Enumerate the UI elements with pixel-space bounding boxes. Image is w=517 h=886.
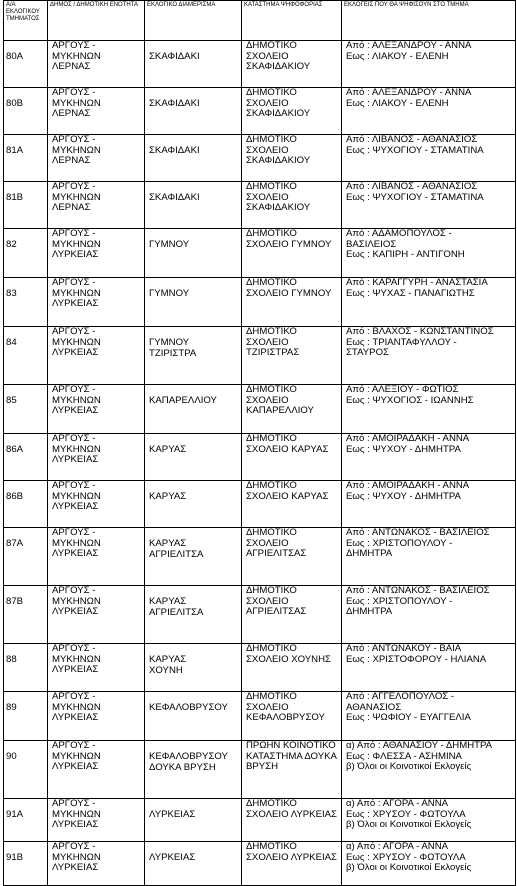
- voters-cell-line: Από : ΛΙΒΑΝΟΣ - ΑΘΑΝΑΣΙΟΣ: [346, 181, 478, 192]
- municipality-cell-line: ΑΡΓΟΥΣ -: [52, 643, 96, 654]
- voters-cell: [342, 741, 516, 799]
- voters-cell-line: ΑΘΑΝΑΣΙΟΣ: [346, 701, 402, 713]
- municipality-cell-line: ΛΥΡΚΕΙΑΣ: [52, 405, 99, 416]
- table-row: [4, 741, 516, 799]
- polling-station-cell-line: ΣΚΑΦΙΔΑΚΙΟΥ: [246, 155, 311, 166]
- section-number-cell: 81Α: [4, 135, 48, 182]
- electoral-division-cell-line: ΧΟΥΝΗ: [149, 664, 183, 676]
- voters-cell-line: Από : ΑΛΕΞΑΝΔΡΟΥ - ΑΝΝΑ: [346, 40, 472, 51]
- voters-cell-line: Από : ΑΝΤΩΝΑΚΟΣ - ΒΑΣΙΛΕΙΟΣ: [346, 527, 490, 538]
- section-number-cell: 90: [4, 741, 48, 799]
- section-number-cell: 85: [4, 385, 48, 434]
- voters-cell: [342, 481, 516, 528]
- polling-station-cell: [242, 644, 342, 692]
- voters-cell: [342, 229, 516, 278]
- municipality-cell-line: ΑΡΓΟΥΣ -: [52, 480, 96, 491]
- header-text-line: ΕΚΛΟΓΕΙΣ ΠΟΥ ΘΑ ΨΗΦΙΣΟΥΝ ΣΤΟ ΤΜΗΜΑ: [344, 2, 469, 8]
- electoral-division-cell: [145, 135, 242, 182]
- polling-station-cell-line: ΣΧΟΛΕΙΟ: [246, 144, 289, 156]
- polling-station-cell: [242, 135, 342, 182]
- polling-station-cell-line: ΣΧΟΛΕΙΟ ΧΟΥΝΗΣ: [246, 653, 331, 665]
- municipality-cell-line: ΛΕΡΝΑΣ: [52, 61, 91, 72]
- polling-station-cell-line: ΔΗΜΟΤΙΚΟ: [246, 643, 297, 654]
- municipality-cell-line: ΑΡΓΟΥΣ -: [52, 740, 96, 751]
- polling-station-cell-line: ΚΕΦΑΛΟΒΡΥΣΟΥ: [246, 712, 325, 723]
- municipality-cell-line: ΜΥΚΗΝΩΝ: [52, 287, 101, 299]
- municipality-cell-line: ΑΡΓΟΥΣ -: [52, 277, 96, 288]
- municipality-cell-line: ΑΡΓΟΥΣ -: [52, 585, 96, 596]
- polling-station-cell: [242, 799, 342, 842]
- electoral-division-cell-line: ΓΥΜΝΟΥ: [149, 337, 190, 348]
- polling-stations-table: [3, 0, 516, 886]
- polling-station-cell-line: ΔΗΜΟΤΙΚΟ: [246, 691, 297, 702]
- voters-cell-line: Από : ΑΓΓΕΛΟΠΟΥΛΟΣ -: [346, 691, 455, 702]
- voters-cell-line: Εως : ΦΛΕΣΣΑ - ΑΣΗΜΙΝΑ: [346, 750, 462, 762]
- polling-station-cell-line: ΣΧΟΛΕΙΟ: [246, 97, 289, 109]
- electoral-division-cell-line: ΑΓΡΙΕΛΙΤΣΑ: [149, 548, 204, 560]
- polling-station-cell-line: ΣΚΑΦΙΔΑΚΙΟΥ: [246, 61, 311, 72]
- table-row: [4, 41, 516, 88]
- voters-cell-line: Εως : ΚΑΠΙΡΗ - ΑΝΤΙΓΟΝΗ: [346, 249, 465, 260]
- section-number-cell: 80Β: [4, 88, 48, 135]
- polling-station-cell-line: ΔΗΜΟΤΙΚΟ: [246, 841, 297, 852]
- table-row: [4, 586, 516, 644]
- header-text-line: ΕΚΛΟΓΙΚΟΥ: [6, 9, 40, 15]
- voters-cell: [342, 278, 516, 327]
- voters-cell-line: ΣΤΑΥΡΟΣ: [346, 347, 389, 358]
- section-number-cell: 80Α: [4, 41, 48, 88]
- polling-station-cell-line: ΔΗΜΟΤΙΚΟ: [246, 181, 297, 192]
- voters-cell-line: α) Από : ΑΓΟΡΑ - ΑΝΝΑ: [346, 798, 449, 809]
- voters-cell-line: Εως : ΨΥΧΟΥ - ΔΗΜΗΤΡΑ: [346, 443, 461, 455]
- electoral-division-cell: [145, 327, 242, 385]
- electoral-division-cell-line: ΑΓΡΙΕΛΙΤΣΑ: [149, 606, 204, 618]
- polling-station-cell-line: ΔΗΜΟΤΙΚΟ: [246, 277, 297, 288]
- polling-station-cell: [242, 229, 342, 278]
- municipality-cell-line: ΑΡΓΟΥΣ -: [52, 841, 96, 852]
- voters-cell: [342, 88, 516, 135]
- polling-station-cell-line: ΠΡΩΗΝ ΚΟΙΝΟΤΙΚΟ: [246, 740, 336, 751]
- electoral-division-cell: [145, 385, 242, 434]
- electoral-division-cell-line: ΚΑΡΥΑΣ: [149, 654, 187, 665]
- voters-cell-line: Από : ΛΙΒΑΝΟΣ - ΑΘΑΝΑΣΙΟΣ: [346, 134, 478, 145]
- voters-cell: [342, 799, 516, 842]
- section-number-cell: 84: [4, 327, 48, 385]
- polling-station-cell-line: ΣΚΑΦΙΔΑΚΙΟΥ: [246, 108, 311, 119]
- table-row: [4, 229, 516, 278]
- polling-station-cell-line: ΑΓΡΙΕΛΙΤΣΑΣ: [246, 548, 307, 559]
- section-number-cell: 88: [4, 644, 48, 692]
- polling-station-cell-line: ΣΧΟΛΕΙΟ: [246, 394, 289, 406]
- voters-cell: [342, 327, 516, 385]
- municipality-cell-line: ΑΡΓΟΥΣ -: [52, 691, 96, 702]
- municipality-cell-line: ΛΥΡΚΕΙΑΣ: [52, 819, 99, 830]
- voters-cell-line: Εως : ΨΥΧΟΥ - ΔΗΜΗΤΡΑ: [346, 490, 461, 502]
- municipality-cell: [48, 278, 145, 327]
- municipality-cell: [48, 644, 145, 692]
- header-voters: [342, 1, 516, 41]
- voters-cell-line: β) Όλοι οι Κοινοτικοί Εκλογείς: [346, 761, 472, 772]
- section-number-cell: 87Α: [4, 528, 48, 586]
- header-electoral-division: [145, 1, 242, 41]
- table-row: [4, 799, 516, 842]
- header-text-line: ΔΗΜΟΣ / ΔΗΜΟΤΙΚΗ ΕΝΟΤΗΤΑ: [50, 2, 138, 8]
- polling-station-cell: [242, 88, 342, 135]
- municipality-cell-line: ΜΥΚΗΝΩΝ: [52, 144, 101, 156]
- polling-station-cell-line: ΣΧΟΛΕΙΟ ΚΑΡΥΑΣ: [246, 443, 329, 455]
- voters-cell-line: Από : ΑΜΟΙΡΑΔΑΚΗ - ΑΝΝΑ: [346, 480, 470, 491]
- polling-station-cell: [242, 385, 342, 434]
- voters-cell-line: Από : ΑΛΕΞΑΝΔΡΟΥ - ΑΝΝΑ: [346, 87, 472, 98]
- voters-cell-line: Από : ΑΝΤΩΝΑΚΟΥ - ΒΑΙΑ: [346, 643, 462, 654]
- section-number-cell: 89: [4, 692, 48, 741]
- voters-cell: [342, 528, 516, 586]
- polling-station-cell-line: ΣΧΟΛΕΙΟ: [246, 191, 289, 203]
- voters-cell-line: Εως : ΧΡΙΣΤΟΠΟΥΛΟΥ -: [346, 537, 453, 549]
- voters-cell-line: ΒΑΣΙΛΕΙΟΣ: [346, 238, 397, 250]
- voters-cell-line: Από : ΚΑΡΑΓΓΥΡΗ - ΑΝΑΣΤΑΣΙΑ: [346, 277, 488, 288]
- electoral-division-cell-line: ΤΖΙΡΙΣΤΡΑ: [149, 347, 197, 359]
- municipality-cell-line: ΛΥΡΚΕΙΑΣ: [52, 761, 99, 772]
- section-number-cell: 81Β: [4, 182, 48, 229]
- municipality-cell: [48, 229, 145, 278]
- electoral-division-cell-line: ΓΥΜΝΟΥ: [149, 239, 190, 250]
- header-text-line: ΕΚΛΟΓΙΚΟ ΔΙΑΜΕΡΙΣΜΑ: [147, 2, 216, 8]
- electoral-division-cell: [145, 229, 242, 278]
- municipality-cell: [48, 41, 145, 88]
- electoral-division-cell-line: ΛΥΡΚΕΙΑΣ: [149, 852, 196, 863]
- electoral-division-cell: [145, 586, 242, 644]
- municipality-cell-line: ΑΡΓΟΥΣ -: [52, 87, 96, 98]
- electoral-division-cell: [145, 88, 242, 135]
- voters-cell-line: β) Όλοι οι Κοινοτικοί Εκλογείς: [346, 819, 472, 830]
- table-row: [4, 385, 516, 434]
- municipality-cell-line: ΜΥΚΗΝΩΝ: [52, 490, 101, 502]
- polling-station-cell-line: ΣΧΟΛΕΙΟ: [246, 701, 289, 713]
- polling-station-cell: [242, 586, 342, 644]
- polling-station-cell: [242, 528, 342, 586]
- municipality-cell-line: ΜΥΚΗΝΩΝ: [52, 653, 101, 665]
- polling-station-cell: [242, 278, 342, 327]
- municipality-cell-line: ΜΥΚΗΝΩΝ: [52, 97, 101, 109]
- voters-cell-line: Από : ΒΛΑΧΟΣ - ΚΩΝΣΤΑΝΤΙΝΟΣ: [346, 326, 494, 337]
- polling-station-cell-line: ΣΧΟΛΕΙΟ: [246, 595, 289, 607]
- municipality-cell-line: ΑΡΓΟΥΣ -: [52, 181, 96, 192]
- section-number-cell: 86Β: [4, 481, 48, 528]
- municipality-cell-line: ΛΥΡΚΕΙΑΣ: [52, 712, 99, 723]
- table-row: [4, 481, 516, 528]
- polling-station-cell-line: ΣΧΟΛΕΙΟ ΚΑΡΥΑΣ: [246, 490, 329, 502]
- municipality-cell: [48, 586, 145, 644]
- municipality-cell-line: ΛΕΡΝΑΣ: [52, 202, 91, 213]
- polling-station-cell-line: ΣΧΟΛΕΙΟ: [246, 537, 289, 549]
- municipality-cell: [48, 799, 145, 842]
- voters-cell-line: Από : ΑΔΑΜΟΠΟΥΛΟΣ -: [346, 228, 452, 239]
- municipality-cell-line: ΜΥΚΗΝΩΝ: [52, 701, 101, 713]
- polling-station-cell-line: ΔΗΜΟΤΙΚΟ: [246, 134, 297, 145]
- voters-cell-line: Από : ΑΛΕΞΙΟΥ - ΦΩΤΙΟΣ: [346, 384, 459, 395]
- voters-cell-line: Εως : ΨΥΧΟΓΙΟΥ - ΣΤΑΜΑΤΙΝΑ: [346, 144, 484, 156]
- voters-cell-line: ΔΗΜΗΤΡΑ: [346, 606, 393, 617]
- municipality-cell-line: ΜΥΚΗΝΩΝ: [52, 191, 101, 203]
- electoral-division-cell-line: ΚΑΡΥΑΣ: [149, 596, 187, 607]
- voters-cell: [342, 182, 516, 229]
- municipality-cell-line: ΜΥΚΗΝΩΝ: [52, 808, 101, 820]
- polling-station-cell-line: ΔΗΜΟΤΙΚΟ: [246, 798, 297, 809]
- polling-station-cell: [242, 434, 342, 481]
- table-row: [4, 182, 516, 229]
- voters-cell-line: Από : ΑΜΟΙΡΑΔΑΚΗ - ΑΝΝΑ: [346, 433, 470, 444]
- table-row: [4, 88, 516, 135]
- municipality-cell: [48, 385, 145, 434]
- polling-station-cell-line: ΔΗΜΟΤΙΚΟ: [246, 40, 297, 51]
- section-number-cell: 87Β: [4, 586, 48, 644]
- polling-station-cell-line: ΣΧΟΛΕΙΟ ΛΥΡΚΕΙΑΣ: [246, 808, 337, 820]
- voters-cell-line: Εως : ΨΥΧΟΓΙΟΥ - ΣΤΑΜΑΤΙΝΑ: [346, 191, 484, 203]
- polling-station-cell-line: ΒΡΥΣΗ: [246, 761, 279, 772]
- polling-station-cell-line: ΑΓΡΙΕΛΙΤΣΑΣ: [246, 606, 307, 617]
- header-polling-station: [242, 1, 342, 41]
- voters-cell-line: Εως : ΨΩΦΙΟΥ - ΕΥΑΓΓΕΛΙΑ: [346, 712, 471, 723]
- electoral-division-cell-line: ΚΑΡΥΑΣ: [149, 491, 187, 502]
- electoral-division-cell: [145, 481, 242, 528]
- voters-cell-line: Εως : ΧΡΥΣΟΥ - ΦΩΤΟΥΛΑ: [346, 851, 466, 863]
- polling-station-cell-line: ΣΧΟΛΕΙΟ ΛΥΡΚΕΙΑΣ: [246, 851, 337, 863]
- electoral-division-cell-line: ΚΑΠΑΡΕΛΛΙΟΥ: [149, 395, 217, 406]
- municipality-cell-line: ΛΥΡΚΕΙΑΣ: [52, 501, 99, 512]
- voters-cell-line: Εως : ΛΙΑΚΟΥ - ΕΛΕΝΗ: [346, 97, 449, 109]
- voters-cell: [342, 842, 516, 886]
- municipality-cell: [48, 135, 145, 182]
- electoral-division-cell-line: ΚΕΦΑΛΟΒΡΥΣΟΥ: [149, 702, 228, 713]
- polling-station-cell-line: ΣΧΟΛΕΙΟ: [246, 50, 289, 62]
- voters-cell: [342, 135, 516, 182]
- electoral-division-cell-line: ΚΕΦΑΛΟΒΡΥΣΟΥ: [149, 751, 228, 762]
- municipality-cell-line: ΑΡΓΟΥΣ -: [52, 527, 96, 538]
- electoral-division-cell: [145, 41, 242, 88]
- municipality-cell-line: ΜΥΚΗΝΩΝ: [52, 537, 101, 549]
- table-row: [4, 434, 516, 481]
- polling-station-cell: [242, 741, 342, 799]
- municipality-cell-line: ΑΡΓΟΥΣ -: [52, 384, 96, 395]
- voters-cell-line: Εως : ΨΥΧΟΓΙΟΣ - ΙΩΑΝΝΗΣ: [346, 394, 474, 406]
- electoral-division-cell: [145, 528, 242, 586]
- header-text-line: Α/Α: [6, 2, 16, 8]
- municipality-cell-line: ΑΡΓΟΥΣ -: [52, 433, 96, 444]
- municipality-cell-line: ΜΥΚΗΝΩΝ: [52, 851, 101, 863]
- electoral-division-cell-line: ΣΚΑΦΙΔΑΚΙ: [149, 98, 200, 109]
- voters-cell-line: α) Από : ΑΘΑΝΑΣΙΟΥ - ΔΗΜΗΤΡΑ: [346, 740, 493, 751]
- municipality-cell-line: ΑΡΓΟΥΣ -: [52, 134, 96, 145]
- voters-cell-line: Εως : ΨΥΧΑΣ - ΠΑΝΑΓΙΩΤΗΣ: [346, 287, 475, 299]
- municipality-cell-line: ΑΡΓΟΥΣ -: [52, 326, 96, 337]
- polling-station-cell-line: ΣΚΑΦΙΔΑΚΙΟΥ: [246, 202, 311, 213]
- electoral-division-cell-line: ΚΑΡΥΑΣ: [149, 538, 187, 549]
- voters-cell-line: ΔΗΜΗΤΡΑ: [346, 548, 393, 559]
- municipality-cell-line: ΛΥΡΚΕΙΑΣ: [52, 249, 99, 260]
- electoral-division-cell: [145, 741, 242, 799]
- voters-cell-line: Εως : ΤΡΙΑΝΤΑΦΥΛΛΟΥ -: [346, 336, 457, 348]
- header-section-number: [4, 1, 48, 41]
- voters-cell-line: Εως : ΧΡΙΣΤΟΦΟΡΟΥ - ΗΛΙΑΝΑ: [346, 653, 487, 665]
- voters-cell: [342, 644, 516, 692]
- electoral-division-cell: [145, 644, 242, 692]
- polling-station-cell-line: ΔΗΜΟΤΙΚΟ: [246, 527, 297, 538]
- municipality-cell-line: ΑΡΓΟΥΣ -: [52, 228, 96, 239]
- polling-station-cell: [242, 182, 342, 229]
- voters-cell-line: Εως : ΛΙΑΚΟΥ - ΕΛΕΝΗ: [346, 50, 449, 62]
- electoral-division-cell-line: ΣΚΑΦΙΔΑΚΙ: [149, 192, 200, 203]
- section-number-cell: 83: [4, 278, 48, 327]
- polling-station-cell-line: ΔΗΜΟΤΙΚΟ: [246, 384, 297, 395]
- polling-station-cell-line: ΣΧΟΛΕΙΟ ΓΥΜΝΟΥ: [246, 238, 332, 250]
- electoral-division-cell: [145, 182, 242, 229]
- municipality-cell: [48, 88, 145, 135]
- header-text-line: ΚΑΤΑΣΤΗΜΑ ΨΗΦΟΦΟΡΙΑΣ: [244, 2, 323, 8]
- table-row: [4, 135, 516, 182]
- municipality-cell-line: ΑΡΓΟΥΣ -: [52, 798, 96, 809]
- municipality-cell-line: ΜΥΚΗΝΩΝ: [52, 238, 101, 250]
- municipality-cell: [48, 741, 145, 799]
- municipality-cell: [48, 481, 145, 528]
- polling-station-cell: [242, 327, 342, 385]
- voters-cell-line: β) Όλοι οι Κοινοτικοί Εκλογείς: [346, 862, 472, 873]
- electoral-division-cell-line: ΚΑΡΥΑΣ: [149, 444, 187, 455]
- electoral-division-cell-line: ΣΚΑΦΙΔΑΚΙ: [149, 145, 200, 156]
- electoral-division-cell: [145, 842, 242, 886]
- municipality-cell-line: ΛΥΡΚΕΙΑΣ: [52, 548, 99, 559]
- polling-station-cell: [242, 41, 342, 88]
- electoral-division-cell-line: ΔΟΥΚΑ ΒΡΥΣΗ: [149, 761, 216, 773]
- voters-cell: [342, 41, 516, 88]
- table-row: [4, 327, 516, 385]
- municipality-cell-line: ΛΕΡΝΑΣ: [52, 155, 91, 166]
- voters-cell: [342, 434, 516, 481]
- polling-station-cell-line: ΣΧΟΛΕΙΟ: [246, 336, 289, 348]
- electoral-division-cell-line: ΛΥΡΚΕΙΑΣ: [149, 809, 196, 820]
- municipality-cell-line: ΑΡΓΟΥΣ -: [52, 40, 96, 51]
- table-row: [4, 528, 516, 586]
- section-number-cell: 82: [4, 229, 48, 278]
- polling-station-cell-line: ΣΧΟΛΕΙΟ ΓΥΜΝΟΥ: [246, 287, 332, 299]
- table-row: [4, 644, 516, 692]
- polling-station-cell-line: ΚΑΠΑΡΕΛΛΙΟΥ: [246, 405, 314, 416]
- voters-cell-line: Εως : ΧΡΥΣΟΥ - ΦΩΤΟΥΛΑ: [346, 808, 466, 820]
- voters-cell-line: Από : ΑΝΤΩΝΑΚΟΣ - ΒΑΣΙΛΕΙΟΣ: [346, 585, 490, 596]
- voters-cell-line: Εως : ΧΡΙΣΤΟΠΟΥΛΟΥ -: [346, 595, 453, 607]
- municipality-cell-line: ΛΥΡΚΕΙΑΣ: [52, 298, 99, 309]
- municipality-cell-line: ΜΥΚΗΝΩΝ: [52, 443, 101, 455]
- table-header-row: [4, 1, 516, 41]
- polling-station-cell-line: ΔΗΜΟΤΙΚΟ: [246, 480, 297, 491]
- municipality-cell: [48, 327, 145, 385]
- municipality-cell-line: ΛΥΡΚΕΙΑΣ: [52, 347, 99, 358]
- municipality-cell-line: ΜΥΚΗΝΩΝ: [52, 50, 101, 62]
- polling-station-cell-line: ΔΗΜΟΤΙΚΟ: [246, 326, 297, 337]
- electoral-division-cell: [145, 799, 242, 842]
- polling-station-cell-line: ΚΑΤΑΣΤΗΜΑ ΔΟΥΚΑ: [246, 750, 337, 762]
- voters-cell: [342, 385, 516, 434]
- municipality-cell-line: ΛΥΡΚΕΙΑΣ: [52, 454, 99, 465]
- municipality-cell-line: ΜΥΚΗΝΩΝ: [52, 394, 101, 406]
- section-number-cell: 86Α: [4, 434, 48, 481]
- header-text-line: ΤΜΗΜΑΤΟΣ: [6, 16, 40, 22]
- municipality-cell-line: ΛΥΡΚΕΙΑΣ: [52, 664, 99, 675]
- polling-station-cell: [242, 481, 342, 528]
- polling-station-cell-line: ΔΗΜΟΤΙΚΟ: [246, 87, 297, 98]
- municipality-cell-line: ΛΥΡΚΕΙΑΣ: [52, 606, 99, 617]
- municipality-cell-line: ΜΥΚΗΝΩΝ: [52, 595, 101, 607]
- polling-station-cell: [242, 842, 342, 886]
- table-row: [4, 842, 516, 886]
- polling-station-cell-line: ΔΗΜΟΤΙΚΟ: [246, 228, 297, 239]
- voters-cell-line: α) Από : ΑΓΟΡΑ - ΑΝΝΑ: [346, 841, 449, 852]
- polling-station-cell-line: ΔΗΜΟΤΙΚΟ: [246, 585, 297, 596]
- polling-station-cell-line: ΔΗΜΟΤΙΚΟ: [246, 433, 297, 444]
- municipality-cell-line: ΛΥΡΚΕΙΑΣ: [52, 862, 99, 873]
- table-row: [4, 278, 516, 327]
- municipality-cell-line: ΛΕΡΝΑΣ: [52, 108, 91, 119]
- municipality-cell-line: ΜΥΚΗΝΩΝ: [52, 336, 101, 348]
- electoral-division-cell-line: ΓΥΜΝΟΥ: [149, 288, 190, 299]
- municipality-cell: [48, 434, 145, 481]
- electoral-division-cell-line: ΣΚΑΦΙΔΑΚΙ: [149, 51, 200, 62]
- municipality-cell: [48, 182, 145, 229]
- polling-station-cell-line: ΤΖΙΡΙΣΤΡΑΣ: [246, 347, 300, 358]
- municipality-cell-line: ΜΥΚΗΝΩΝ: [52, 750, 101, 762]
- section-number-cell: 91Α: [4, 799, 48, 842]
- header-municipality: [48, 1, 145, 41]
- municipality-cell: [48, 528, 145, 586]
- municipality-cell: [48, 842, 145, 886]
- electoral-division-cell: [145, 278, 242, 327]
- section-number-cell: 91Β: [4, 842, 48, 886]
- electoral-division-cell: [145, 434, 242, 481]
- voters-cell: [342, 586, 516, 644]
